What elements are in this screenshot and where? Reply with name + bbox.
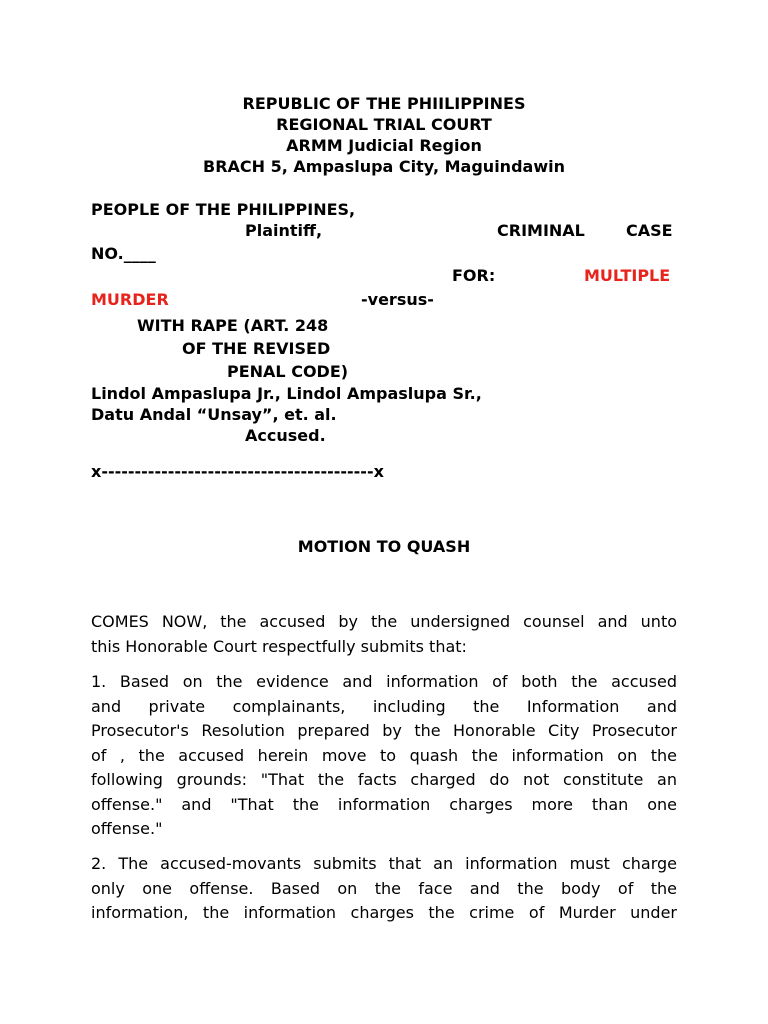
accused-names-line2: Datu Andal “Unsay”, et. al. [91, 405, 337, 424]
caption-separator: x-----------------------------------------x [91, 462, 384, 481]
plaintiff-role: Plaintiff, [245, 221, 323, 240]
para1-line: following grounds: "That the facts charged do not constitute an [91, 770, 677, 789]
paragraph-2 [91, 852, 677, 926]
para2-line: information, the information charges the crime of Murder under [91, 903, 677, 922]
intro-line: this Honorable Court respectfully submits that: [91, 636, 467, 656]
header-republic: REPUBLIC OF THE PHIILIPPINES [242, 94, 526, 113]
charge-murder: MURDER [91, 290, 169, 309]
accused-names-line1: Lindol Ampaslupa Jr., Lindol Ampaslupa Sr., [91, 384, 482, 403]
para1-line: offense." [91, 819, 163, 838]
case-number: NO.____ [91, 244, 156, 263]
accused-role: Accused. [245, 426, 326, 445]
para1-line: of , the accused herein move to quash the information on the [91, 745, 677, 765]
intro-paragraph [91, 610, 677, 659]
para1-line: Prosecutor's Resolution prepared by the Honorable City Prosecutor [91, 721, 677, 740]
intro-line: COMES NOW, the accused by the undersigned counsel and unto [91, 612, 677, 631]
para2-line: 2. The accused-movants submits that an information must charge [91, 854, 677, 873]
header-court: REGIONAL TRIAL COURT [276, 115, 492, 134]
for-label: FOR: [452, 266, 496, 285]
charge-with-rape: WITH RAPE (ART. 248 [137, 316, 329, 335]
para1-line: and private complainants, including the Information and [91, 696, 677, 716]
para1-line: offense." and "That the information charges more than one [91, 794, 677, 814]
charge-revised: OF THE REVISED [182, 339, 331, 358]
paragraph-1 [91, 670, 677, 842]
para2-line: only one offense. Based on the face and the body of the [91, 878, 677, 898]
document-title: MOTION TO QUASH [297, 537, 471, 556]
charge-penal-code: PENAL CODE) [227, 362, 349, 381]
criminal-label: CRIMINAL [497, 221, 585, 240]
charge-multiple: MULTIPLE [584, 266, 671, 285]
versus-label: -versus- [361, 290, 434, 309]
header-region: ARMM Judicial Region [286, 136, 482, 155]
case-label: CASE [626, 221, 673, 240]
plaintiff-name: PEOPLE OF THE PHILIPPINES, [91, 200, 356, 219]
para1-line: 1. Based on the evidence and information of both the accused [91, 672, 677, 691]
header-branch: BRACH 5, Ampaslupa City, Maguindawin [203, 157, 565, 176]
